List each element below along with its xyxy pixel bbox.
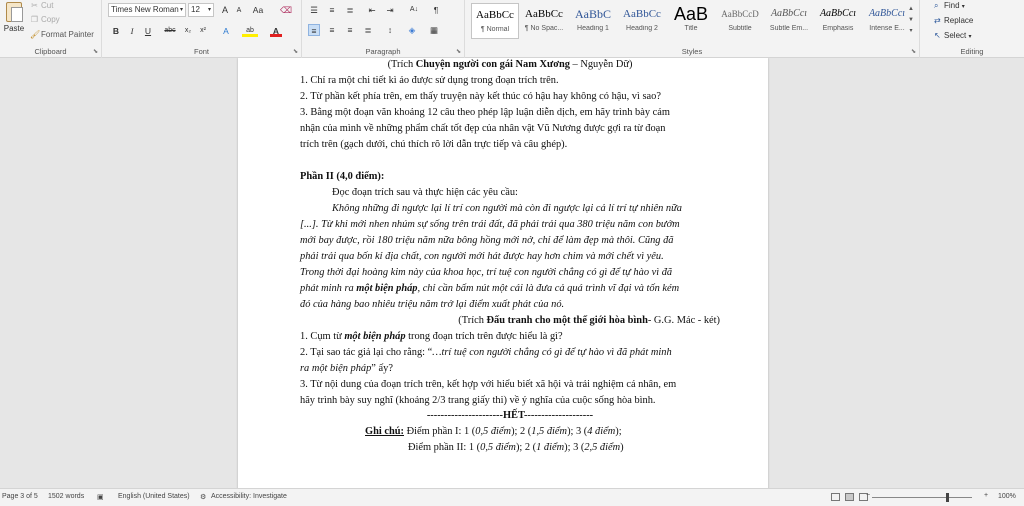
chevron-up-icon[interactable]: ▲ — [908, 6, 914, 12]
style-no-spacing[interactable] — [520, 3, 568, 39]
editing-group — [920, 0, 1024, 58]
copy-label: Copy — [41, 15, 60, 24]
style-subtle-emphasis[interactable] — [765, 3, 813, 39]
page-count[interactable]: Page 3 of 5 — [2, 493, 38, 500]
sort-button[interactable]: A↓ — [409, 6, 419, 13]
numbering-icon[interactable]: ≡ — [329, 5, 335, 15]
cursor-icon: ↖ — [934, 31, 941, 40]
zoom-out-button[interactable]: − — [866, 492, 871, 499]
style-preview: AaBbCcı — [770, 8, 808, 19]
style-name: Heading 1 — [577, 25, 609, 32]
underline-button[interactable]: U — [144, 26, 152, 36]
zoom-level[interactable]: 100% — [998, 493, 1016, 500]
font-name-value: Times New Roman — [111, 5, 179, 14]
font-launcher-icon[interactable]: ⬊ — [292, 49, 298, 55]
subscript-button[interactable]: x₂ — [184, 27, 192, 34]
align-left-icon[interactable]: ≡ — [308, 24, 320, 36]
style-preview: AaBbC — [575, 7, 611, 21]
zoom-in-button[interactable]: + — [984, 492, 989, 499]
note-line-2: Điểm phần II: 1 (0,5 điểm); 2 (1 điểm); 3 (2,5 điểm) — [408, 442, 624, 453]
superscript-button[interactable]: x² — [200, 27, 206, 34]
style-title[interactable] — [667, 3, 715, 39]
source-line-1: (Trích Chuyện người con gái Nam Xương – Nguyễn Dữ) — [387, 59, 633, 70]
style-name: Intense E... — [869, 25, 905, 32]
find-label: Find — [944, 1, 960, 10]
grow-font-button[interactable]: A — [221, 5, 228, 15]
note-line-1: Ghi chú: Điểm phần I: 1 (0,5 điểm); 2 (1,5 điểm); 3 (4 điểm); — [365, 426, 622, 437]
show-marks-button[interactable]: ¶ — [433, 5, 439, 15]
borders-icon[interactable]: ▦ — [429, 25, 439, 35]
chevron-down-icon: ▾ — [207, 7, 211, 13]
font-group-label: Font — [193, 47, 209, 56]
language-indicator[interactable]: English (United States) — [118, 493, 190, 500]
passage-line-3: mới bay được, rồi 180 triệu năm nữa bông hồng mới nở, chỉ để làm đẹp mà thôi. Cũng đã — [300, 235, 674, 246]
end-marker: ----------------------HẾT-------------------- — [426, 410, 594, 421]
style-subtitle[interactable] — [716, 3, 764, 39]
italic-button[interactable]: I — [130, 26, 134, 36]
passage-line-2: [...]. Từ khi mới nhen nhúm sự sống trên trái đất, đã phải trải qua 380 triệu năm con bướm — [300, 219, 680, 230]
style-name: Emphasis — [822, 25, 854, 32]
passage-line-1: Không những đi ngược lại lí trí con người mà còn đi ngược lại cả lí trí tự nhiên nữa — [332, 203, 682, 214]
increase-indent-icon[interactable]: ⇥ — [386, 5, 394, 15]
part-2-question-3-line-1: 3. Từ nội dung của đoạn trích trên, kết hợp với hiểu biết xã hội và trải nghiệm cá nhân, em — [300, 379, 677, 390]
style-preview: AaBbCcı — [819, 8, 857, 19]
clear-formatting-icon[interactable]: ⌫ — [280, 5, 293, 15]
line-spacing-icon[interactable]: ↕ — [387, 25, 393, 35]
part-2-question-3-line-2: hãy trình bày suy nghĩ (khoảng 2/3 trang giấy thi) về ý nghĩa của cuộc sống hòa bình. — [300, 395, 656, 406]
replace-icon: ⇄ — [934, 16, 941, 25]
font-size-combo[interactable] — [188, 3, 214, 17]
clipboard-group — [0, 0, 102, 58]
font-group — [102, 0, 302, 58]
copy-button[interactable] — [30, 15, 60, 24]
text-effects-button[interactable]: A — [223, 26, 229, 36]
document-area[interactable] — [0, 58, 1024, 488]
question-2: 2. Từ phần kết phía trên, em thấy truyện này kết thúc có hậu hay không có hậu, vì sao? — [300, 91, 661, 102]
more-styles-icon[interactable]: ▾ — [909, 28, 913, 34]
style-emphasis[interactable] — [814, 3, 862, 39]
scissors-icon: ✂ — [31, 1, 38, 10]
styles-gallery-scroll[interactable] — [907, 4, 915, 37]
cut-button[interactable] — [30, 1, 53, 10]
align-center-icon[interactable]: ≡ — [329, 25, 335, 35]
question-3-line-2: nhận của mình về những phẩm chất tốt đẹp của nhân vật Vũ Nương được gợi ra từ đoạn — [300, 123, 666, 134]
paragraph-launcher-icon[interactable]: ⬊ — [455, 49, 461, 55]
editing-group-label: Editing — [960, 47, 984, 56]
paste-label: Paste — [3, 24, 25, 33]
strikethrough-button[interactable]: abc — [164, 27, 176, 34]
style-heading-2[interactable] — [618, 3, 666, 39]
question-3-line-3: trích trên (gạch dưới, chú thích rõ lời dẫn trực tiếp và câu ghép). — [300, 139, 568, 150]
font-name-combo[interactable] — [108, 3, 186, 17]
format-painter-label: Format Painter — [41, 30, 94, 39]
search-icon: ⌕ — [934, 1, 939, 10]
word-count[interactable]: 1502 words — [48, 493, 85, 500]
styles-group — [465, 0, 920, 58]
style-intense-emphasis[interactable] — [863, 3, 911, 39]
style-preview: AaBbCcD — [721, 9, 759, 19]
replace-button[interactable] — [934, 16, 973, 25]
part-2-question-2-line-2: ra một biện pháp” ấy? — [300, 363, 393, 374]
part-2-question-1: 1. Cụm từ một biện pháp trong đoạn trích trên được hiểu là gì? — [300, 331, 563, 342]
align-right-icon[interactable]: ≡ — [347, 25, 353, 35]
document-page[interactable] — [238, 58, 768, 488]
read-mode-icon[interactable] — [831, 493, 840, 501]
format-painter-button[interactable] — [30, 30, 94, 39]
chevron-down-icon: ▾ — [179, 7, 183, 13]
select-label: Select — [944, 31, 967, 40]
print-layout-icon[interactable] — [845, 493, 854, 501]
replace-label: Replace — [944, 16, 974, 25]
paste-icon — [6, 2, 22, 22]
style-name: ¶ Normal — [480, 26, 510, 33]
source-line-2: (Trích Đấu tranh cho một thế giới hòa bình- G.G. Mác - két) — [458, 315, 720, 326]
decrease-indent-icon[interactable]: ⇤ — [368, 5, 376, 15]
style-name: Heading 2 — [626, 25, 658, 32]
justify-icon[interactable]: ≣ — [364, 25, 372, 35]
part-2-question-2-line-1: 2. Tại sao tác giả lại cho rằng: “…trí tuệ con người chẳng có gì để tự hào vì đã phát minh — [300, 347, 672, 358]
style-preview: AaBbCc — [525, 8, 563, 20]
styles-launcher-icon[interactable]: ⬊ — [910, 49, 916, 55]
paragraph-group — [302, 0, 465, 58]
passage-line-4: phải trải qua bốn kỉ địa chất, con người mới hát được hay hơn chim và mới chết vì yêu. — [300, 251, 664, 262]
style-preview: AaBbCc — [476, 9, 514, 21]
proofing-icon[interactable]: ▣ — [97, 494, 104, 501]
bold-button[interactable]: B — [112, 26, 120, 36]
accessibility-icon[interactable]: ⚙ — [200, 494, 207, 501]
style-heading-1[interactable] — [569, 3, 617, 39]
style-name: Title — [684, 25, 698, 32]
cut-label: Cut — [41, 1, 54, 10]
passage-line-5: Trong thời đại hoàng kim này của khoa học, trí tuệ con người chẳng có gì để tự hào vì đã — [300, 267, 673, 278]
clipboard-launcher-icon[interactable]: ⬊ — [92, 49, 98, 55]
part-2-heading: Phần II (4,0 điểm): — [300, 171, 385, 182]
accessibility-status[interactable]: Accessibility: Investigate — [211, 493, 287, 500]
style-name: Subtle Em... — [769, 25, 809, 32]
brush-icon: 🖌 — [30, 30, 41, 39]
status-bar — [0, 488, 1024, 506]
passage-line-7: đó của hàng bao nhiêu triệu năm trở lại điểm xuất phát của nó. — [300, 299, 565, 310]
style-normal[interactable] — [471, 3, 519, 39]
passage-line-6: phát minh ra một biện pháp, chỉ cần bấm nút một cái là đưa cả quá trình vĩ đại và tốn kém — [300, 283, 680, 294]
paragraph-group-label: Paragraph — [365, 47, 401, 56]
multilevel-list-icon[interactable]: ≣ — [346, 5, 354, 15]
select-button[interactable] — [934, 31, 971, 40]
find-button[interactable] — [934, 1, 965, 11]
styles-group-label: Styles — [681, 47, 703, 56]
chevron-down-icon: ▾ — [968, 34, 972, 40]
question-3-line-1: 3. Bằng một đoạn văn khoảng 12 câu theo phép lập luận diễn dịch, em hãy trình bày cảm — [300, 107, 670, 118]
style-name: ¶ No Spac... — [524, 25, 564, 32]
shading-icon[interactable]: ◈ — [408, 25, 416, 35]
style-name: Subtitle — [728, 25, 752, 32]
paste-button[interactable] — [3, 2, 25, 33]
style-preview: AaBbCc — [623, 8, 661, 20]
font-color-button[interactable]: A — [270, 25, 282, 37]
copy-icon: ❐ — [30, 15, 39, 24]
chevron-down-icon: ▾ — [961, 4, 965, 10]
style-preview: AaB — [673, 4, 709, 24]
bullets-icon[interactable]: ☰ — [310, 5, 318, 15]
question-1: 1. Chỉ ra một chi tiết kì ảo được sử dụng trong đoạn trích trên. — [300, 75, 559, 86]
clipboard-group-label: Clipboard — [34, 47, 67, 56]
zoom-slider[interactable] — [872, 497, 972, 498]
ribbon — [0, 0, 1024, 58]
shrink-font-button[interactable]: A — [236, 7, 242, 14]
instruction: Đọc đoạn trích sau và thực hiện các yêu cầu: — [332, 187, 518, 198]
style-preview: AaBbCcı — [868, 8, 906, 19]
chevron-down-icon[interactable]: ▼ — [908, 17, 914, 23]
font-size-value: 12 — [191, 5, 200, 14]
highlight-button[interactable]: ab — [242, 25, 258, 37]
change-case-button[interactable]: Aa — [252, 5, 264, 15]
zoom-slider-handle[interactable] — [946, 493, 949, 502]
